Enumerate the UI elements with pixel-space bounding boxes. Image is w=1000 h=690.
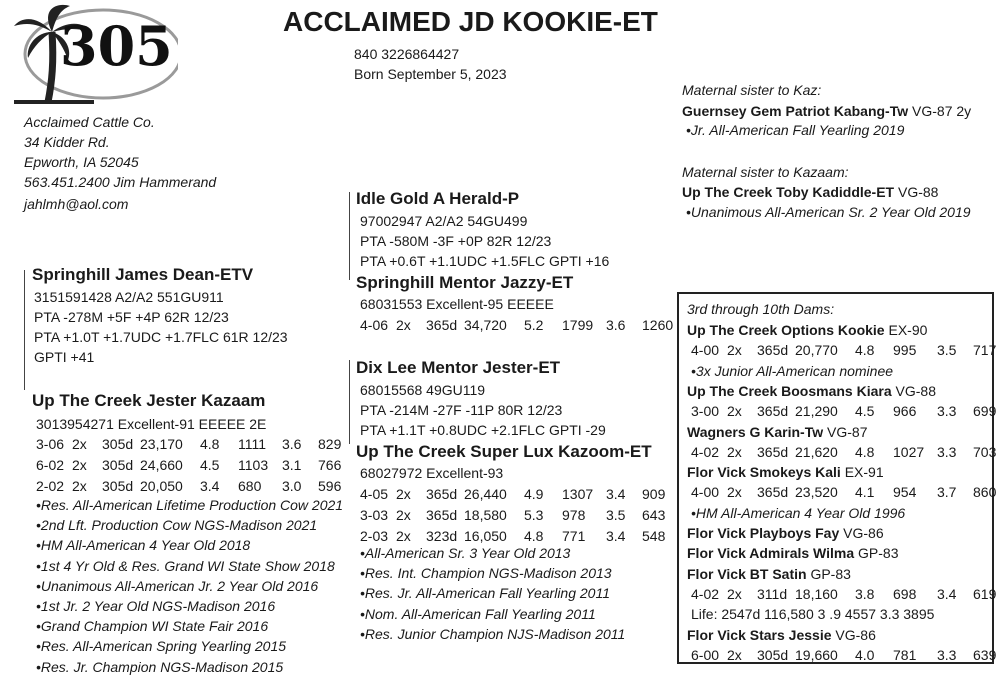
ancestor-dam-note: •3x Junior All-American nominee: [691, 362, 894, 379]
sire-pta-1: PTA -278M +5F +4P 62R 12/23: [34, 309, 229, 325]
sire-reg: 3151591428 A2/A2 551GU911: [34, 289, 224, 305]
award-item: •Nom. All-American Fall Yearling 2011: [360, 605, 596, 622]
award-item: •HM All-American 4 Year Old 2018: [36, 537, 251, 554]
award-item: •2nd Lft. Production Cow NGS-Madison 2021: [36, 517, 318, 534]
award-item: •Res. Jr. Champion NGS-Madison 2015: [36, 658, 284, 675]
ancestor-dam: [687, 381, 936, 401]
award-item: •Res. Junior Champion NJS-Madison 2011: [360, 625, 626, 642]
record-cell: 766: [318, 457, 342, 473]
dam-sire-pta-2: PTA +1.1T +0.8UDC +2.1FLC GPTI -29: [360, 422, 606, 438]
record-cell: 3.4: [200, 478, 220, 494]
registration-number: 840 3226864427: [354, 46, 460, 62]
logo-text: 305: [60, 14, 173, 78]
record-cell: 4-02: [691, 443, 720, 460]
record-cell: 643: [642, 507, 666, 523]
record-cell: 24,660: [140, 457, 183, 473]
sire-pta-2: PTA +1.0T +1.7UDC +1.7FLC 61R 12/23: [34, 329, 288, 345]
record-cell: 365d: [426, 486, 458, 502]
record-cell: 860: [973, 484, 997, 501]
record-cell: 3.5: [937, 342, 957, 359]
birth-date: Born September 5, 2023: [354, 66, 507, 82]
ancestor-dam: [687, 462, 884, 482]
record-cell: 2x: [727, 403, 742, 420]
record-cell: 2x: [396, 528, 411, 544]
sister-score: VG-88: [898, 184, 939, 200]
record-cell: 3.4: [937, 585, 957, 602]
ancestor-dam: [687, 564, 851, 584]
dam-sire-pta-1: PTA -214M -27F -11P 80R 12/23: [360, 402, 563, 418]
dam-sire-name: Dix Lee Mentor Jester-ET: [356, 358, 561, 377]
record-cell: 4.5: [200, 457, 220, 473]
sire-gpti: GPTI +41: [34, 349, 95, 365]
ancestor-dam-name: Flor Vick Stars Jessie: [687, 626, 832, 643]
record-cell: 2x: [396, 486, 411, 502]
record-cell: 4.8: [855, 342, 875, 359]
record-cell: 1103: [238, 457, 269, 473]
dams-box: [677, 292, 997, 664]
record-cell: 3.6: [606, 317, 626, 333]
record-cell: 4.8: [524, 528, 544, 544]
ancestor-dam: [687, 422, 867, 442]
dams-box-heading: 3rd through 10th Dams:: [687, 301, 835, 317]
award-item: •Grand Champion WI State Fair 2016: [36, 618, 269, 635]
ancestor-dam: [687, 625, 876, 645]
record-cell: 4-00: [691, 484, 720, 501]
sire-dam-name: Springhill Mentor Jazzy-ET: [356, 273, 574, 292]
record-cell: 365d: [426, 507, 458, 523]
record-cell: 2x: [727, 443, 742, 460]
record-cell: 21,620: [795, 443, 838, 460]
sister-note: •Jr. All-American Fall Yearling 2019: [686, 122, 905, 138]
record-cell: 4.0: [855, 646, 875, 663]
sister-intro: Maternal sister to Kaz:: [682, 82, 822, 98]
breeder-phone: 563.451.2400 Jim Hammerand: [24, 174, 217, 190]
record-cell: 4.8: [200, 436, 220, 452]
ancestor-dam-name: Up The Creek Boosmans Kiara: [687, 382, 892, 399]
ancestor-dam-score: EX-90: [888, 322, 928, 338]
award-item: •Unanimous All-American Jr. 2 Year Old 2016: [36, 577, 319, 594]
pedigree-connector: [24, 270, 25, 390]
ancestor-dam-name: Flor Vick Playboys Fay: [687, 525, 840, 541]
record-cell: 2x: [396, 317, 411, 333]
record-cell: 305d: [102, 436, 134, 452]
sister-name: Up The Creek Toby Kadiddle-ET: [682, 184, 895, 200]
record-cell: 3.0: [282, 478, 302, 494]
record-cell: 4-02: [691, 585, 720, 602]
breeder-address: 34 Kidder Rd.: [24, 134, 110, 150]
record-cell: 771: [562, 528, 586, 544]
dam-sire-reg: 68015568 49GU119: [360, 382, 486, 398]
record-cell: 596: [318, 478, 342, 494]
record-cell: 3.8: [855, 585, 875, 602]
dam-dam-reg: 68027972 Excellent-93: [360, 465, 504, 481]
sire-sire-reg: 97002947 A2/A2 54GU499: [360, 213, 528, 229]
breeder-name: Acclaimed Cattle Co.: [24, 114, 155, 130]
ancestor-dam-name: Up The Creek Options Kookie: [687, 322, 885, 338]
record-cell: 698: [893, 585, 917, 602]
record-cell: 2x: [727, 585, 742, 602]
record-cell: 3-06: [36, 436, 65, 452]
dam-dam-name: Up The Creek Super Lux Kazoom-ET: [356, 442, 652, 461]
record-cell: 2x: [727, 646, 742, 663]
record-cell: 619: [973, 585, 997, 602]
record-cell: 4.8: [855, 443, 875, 460]
record-cell: 4.1: [855, 484, 875, 501]
record-cell: 2x: [727, 484, 742, 501]
dam-reg: 3013954271 Excellent-91 EEEEE 2E: [36, 416, 267, 432]
record-cell: 2x: [72, 457, 87, 473]
record-cell: 829: [318, 436, 342, 452]
record-cell: 311d: [757, 585, 788, 602]
record-cell: 2x: [72, 436, 87, 452]
record-cell: 23,170: [140, 436, 183, 452]
award-item: •Res. Jr. All-American Fall Yearling 2011: [360, 585, 611, 602]
record-cell: 1307: [562, 486, 594, 502]
record-cell: 365d: [426, 317, 458, 333]
record-cell: 4-06: [360, 317, 389, 333]
record-cell: 548: [642, 528, 666, 544]
breeder-city: Epworth, IA 52045: [24, 154, 139, 170]
sister-line: [682, 101, 971, 121]
record-cell: 1027: [893, 443, 925, 460]
record-cell: 3.3: [937, 403, 957, 420]
record-cell: 4-00: [691, 342, 720, 359]
sire-sire-pta-1: PTA -580M -3F +0P 82R 12/23: [360, 233, 552, 249]
pedigree-connector: [349, 360, 350, 444]
record-cell: 305d: [102, 478, 134, 494]
record-cell: 4-05: [360, 486, 389, 502]
breeder-email: jahlmh@aol.com: [24, 196, 129, 212]
record-cell: 2x: [72, 478, 87, 494]
record-cell: 3.1: [282, 457, 302, 473]
ancestor-dam: [687, 543, 899, 563]
record-cell: 954: [893, 484, 917, 501]
logo: [8, 2, 178, 117]
record-cell: 3-03: [360, 507, 389, 523]
sister-note: •Unanimous All-American Sr. 2 Year Old 2019: [686, 204, 971, 220]
record-cell: 6-02: [36, 457, 65, 473]
record-cell: 2x: [396, 507, 411, 523]
award-item: •All-American Sr. 3 Year Old 2013: [360, 545, 571, 561]
record-cell: 26,440: [464, 486, 507, 502]
ancestor-dam-score: GP-83: [810, 565, 851, 582]
pedigree-connector: [349, 192, 350, 280]
record-cell: 2x: [727, 342, 742, 359]
record-cell: 18,160: [795, 585, 838, 602]
record-cell: 20,050: [140, 478, 183, 494]
record-cell: 3.5: [606, 507, 626, 523]
ancestor-dam-score: EX-91: [844, 464, 884, 481]
record-cell: 23,520: [795, 484, 838, 501]
sister-name: Guernsey Gem Patriot Kabang-Tw: [682, 103, 909, 119]
record-cell: 995: [893, 342, 917, 359]
record-cell: 16,050: [464, 528, 507, 544]
record-cell: 1799: [562, 317, 594, 333]
award-item: •1st Jr. 2 Year Old NGS-Madison 2016: [36, 598, 276, 614]
ancestor-dam-score: VG-86: [843, 525, 884, 541]
record-cell: 1111: [238, 436, 267, 452]
record-cell: 305d: [102, 457, 134, 473]
sire-sire-pta-2: PTA +0.6T +1.1UDC +1.5FLC GPTI +16: [360, 253, 610, 269]
record-cell: 3.3: [937, 646, 957, 663]
page-title: ACCLAIMED JD KOOKIE-ET: [283, 6, 658, 37]
sire-sire-name: Idle Gold A Herald-P: [356, 189, 520, 208]
ancestor-dam-score: GP-83: [858, 545, 899, 562]
record-cell: 365d: [757, 403, 789, 420]
record-cell: 365d: [757, 342, 789, 359]
record-cell: 4.5: [855, 403, 875, 420]
sister-line: [682, 182, 938, 202]
record-cell: 1260: [642, 317, 674, 333]
record-cell: 3.4: [606, 486, 626, 502]
ancestor-dam-score: VG-87: [827, 423, 868, 440]
award-item: •1st 4 Yr Old & Res. Grand WI State Show 2018: [36, 557, 335, 574]
record-cell: 4.9: [524, 486, 544, 502]
record-cell: 966: [893, 403, 917, 420]
lifetime-record: Life: 2547d 116,580 3 .9 4557 3.3 3895: [691, 606, 935, 623]
dam-name: Up The Creek Jester Kazaam: [32, 391, 266, 410]
award-item: •Res. All-American Lifetime Production Cow 2021: [36, 497, 344, 513]
sister-intro: Maternal sister to Kazaam:: [682, 164, 849, 180]
ancestor-dam-score: VG-88: [895, 382, 936, 399]
record-cell: 21,290: [795, 403, 838, 420]
record-cell: 3-00: [691, 403, 720, 420]
record-cell: 3.3: [937, 443, 957, 460]
sire-name: Springhill James Dean-ETV: [32, 265, 254, 284]
record-cell: 639: [973, 646, 997, 663]
ancestor-dam-score: VG-86: [835, 626, 876, 643]
record-cell: 3.6: [282, 436, 302, 452]
record-cell: 365d: [757, 443, 789, 460]
record-cell: 5.2: [524, 317, 544, 333]
ancestor-dam-name: Flor Vick Admirals Wilma: [687, 545, 855, 562]
record-cell: 365d: [757, 484, 789, 501]
sire-dam-reg: 68031553 Excellent-95 EEEEE: [360, 296, 554, 312]
record-cell: 323d: [426, 528, 458, 544]
award-item: •Res. Int. Champion NGS-Madison 2013: [360, 565, 612, 582]
record-cell: 305d: [757, 646, 789, 663]
ancestor-dam: [687, 523, 884, 543]
record-cell: 699: [973, 403, 997, 420]
ancestor-dam-name: Flor Vick Smokeys Kali: [687, 464, 841, 481]
record-cell: 3.7: [937, 484, 957, 501]
record-cell: 20,770: [795, 342, 838, 359]
ancestor-dam: [687, 320, 927, 340]
record-cell: 5.3: [524, 507, 544, 523]
ancestor-dam-name: Flor Vick BT Satin: [687, 565, 807, 582]
record-cell: 781: [893, 646, 917, 663]
record-cell: 2-02: [36, 478, 65, 494]
record-cell: 717: [973, 342, 997, 359]
record-cell: 703: [973, 443, 997, 460]
record-cell: 3.4: [606, 528, 626, 544]
record-cell: 19,660: [795, 646, 838, 663]
record-cell: 978: [562, 507, 586, 523]
record-cell: 18,580: [464, 507, 507, 523]
award-item: •Res. All-American Spring Yearling 2015: [36, 638, 287, 655]
record-cell: 34,720: [464, 317, 507, 333]
ancestor-dam-name: Wagners G Karin-Tw: [687, 423, 824, 440]
ancestor-dam-note: •HM All-American 4 Year Old 1996: [691, 504, 906, 521]
sister-score: VG-87 2y: [912, 103, 972, 119]
record-cell: 680: [238, 478, 262, 494]
record-cell: 909: [642, 486, 666, 502]
record-cell: 2-03: [360, 528, 389, 544]
record-cell: 6-00: [691, 646, 720, 663]
